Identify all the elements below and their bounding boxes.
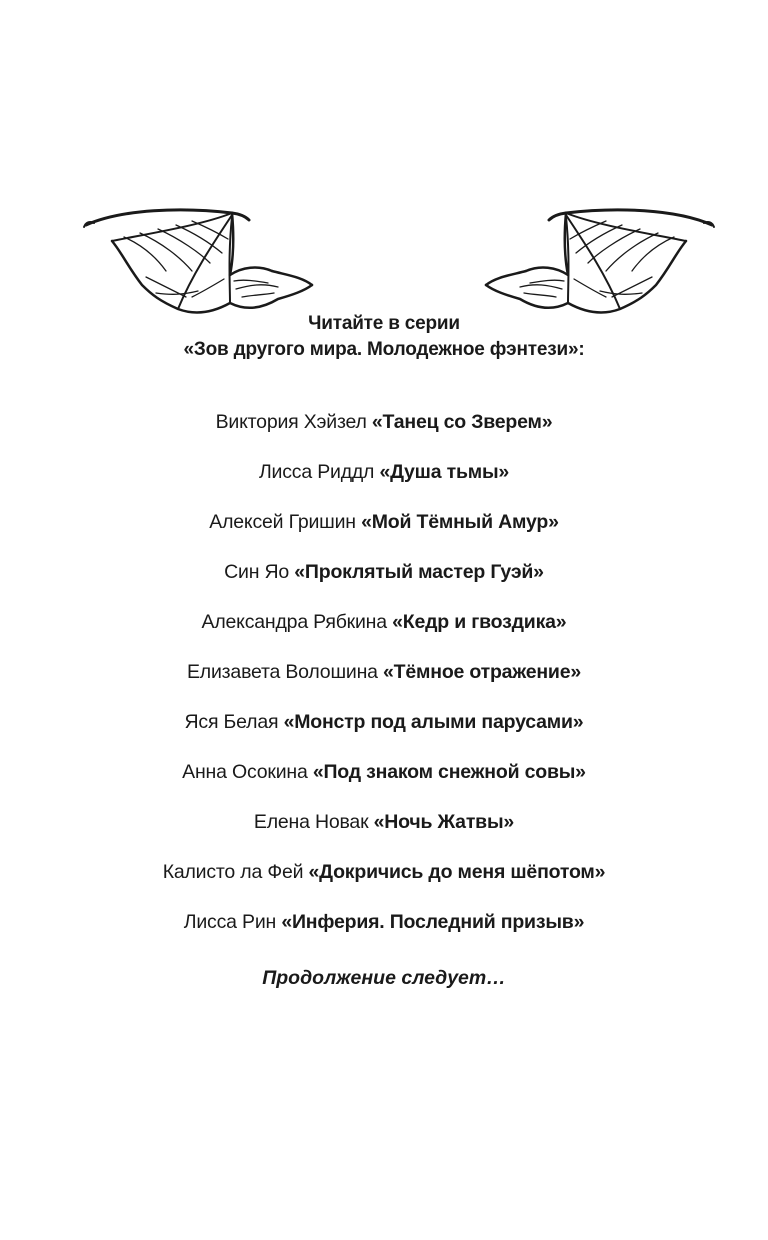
book-entry: [0, 609, 768, 635]
book-entry: [0, 559, 768, 585]
book-author: Александра Рябкина: [201, 611, 387, 633]
book-entry: [0, 909, 768, 935]
book-entry: [0, 759, 768, 785]
book-entry: [0, 709, 768, 735]
book-author: Виктория Хэйзел: [215, 411, 367, 433]
book-title: «Монстр под алыми парусами»: [283, 711, 584, 733]
book-author: Яся Белая: [184, 711, 279, 733]
book-author: Син Яо: [224, 561, 290, 583]
book-entry: [0, 409, 768, 435]
book-author: Елизавета Волошина: [187, 661, 378, 683]
book-title: «Тёмное отражение»: [383, 661, 581, 683]
book-title: «Душа тьмы»: [379, 461, 510, 483]
continuation-note: Продолжение следует…: [262, 967, 506, 989]
left-bat-wing-icon: [82, 205, 314, 320]
book-title: «Под знаком снежной совы»: [312, 761, 586, 783]
series-heading: [0, 311, 768, 363]
book-author: Калисто ла Фей: [162, 861, 304, 883]
book-title: «Инферия. Последний призыв»: [281, 911, 585, 933]
book-title: «Танец со Зверем»: [371, 411, 553, 433]
book-title: «Проклятый мастер Гуэй»: [294, 561, 544, 583]
book-title: «Докричись до меня шёпотом»: [308, 861, 606, 883]
series-heading-line2: «Зов другого мира. Молодежное фэнтези»:: [183, 339, 585, 360]
book-title: «Кедр и гвоздика»: [392, 611, 567, 633]
book-entry: [0, 459, 768, 485]
book-author: Елена Новак: [253, 811, 369, 833]
series-heading-line1: Читайте в серии: [308, 313, 460, 334]
book-author: Лисса Рин: [183, 911, 277, 933]
book-author: Лисса Риддл: [258, 461, 375, 483]
book-title: «Ночь Жатвы»: [373, 811, 515, 833]
book-entry: [0, 659, 768, 685]
book-author: Алексей Гришин: [209, 511, 356, 533]
book-entry: [0, 859, 768, 885]
book-title: «Мой Тёмный Амур»: [361, 511, 559, 533]
book-entry: [0, 809, 768, 835]
book-entry: [0, 509, 768, 535]
right-bat-wing-icon: [484, 205, 716, 320]
book-author: Анна Осокина: [182, 761, 308, 783]
